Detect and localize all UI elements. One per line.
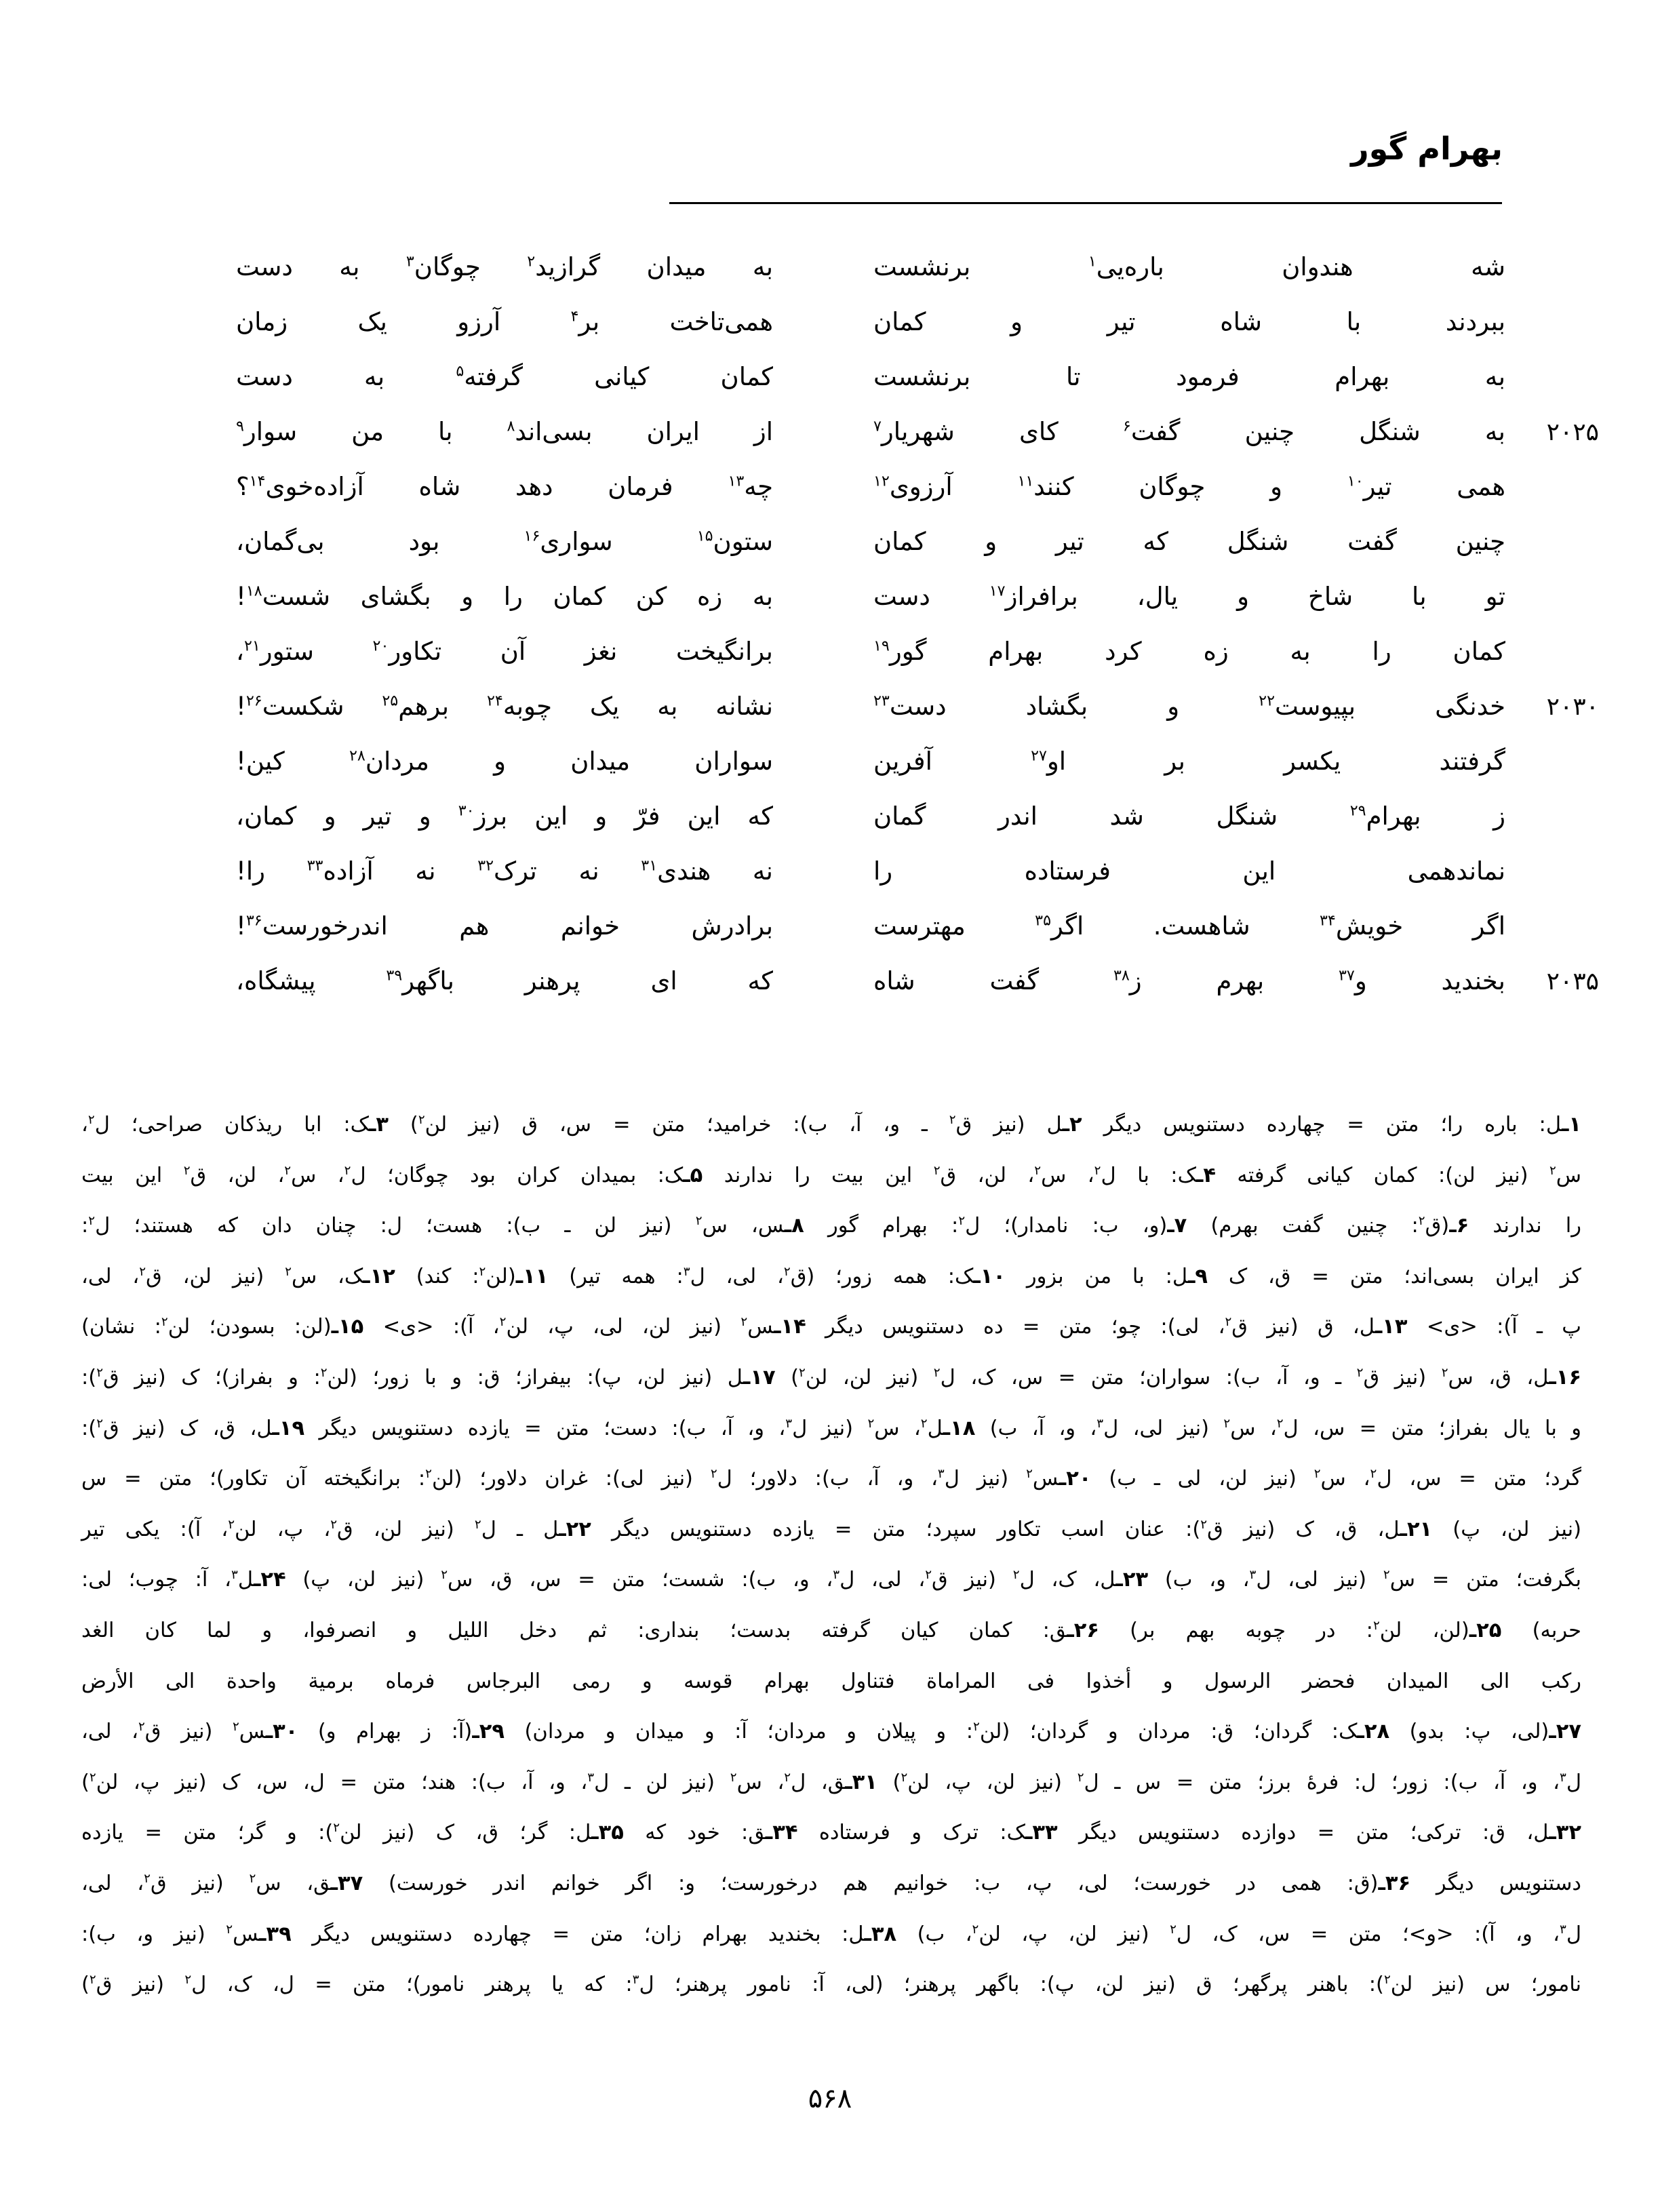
hemistich-left: همی‌تاخت بر$^۴$ آرزو یک زمان	[236, 307, 773, 336]
hemistich-right: تو با شاخ و یال، برافراز$^{۱۷}$ دست	[873, 582, 1505, 611]
header-rule	[669, 202, 1502, 204]
verse-number: ۲۰۳۰	[1546, 693, 1599, 721]
apparatus-line: ل$^۳$، و، آ): <و>؛ متن = س، ک، ل$^۲$ (نیز لن، پ، لن$^۲$، ب) ۳۸ـل: بخندید بهرام زان؛ متن = چهارده دستنویس دیگر ۳۹ـس$^۲$ (نیز و، ب):	[81, 1922, 1581, 1946]
hemistich-left: از ایران بسی‌اند$^۸$ با من سوار$^۹$	[236, 417, 773, 446]
verse-row	[229, 637, 1599, 692]
apparatus-line: حربه) ۲۵ـ(لن، لن$^۲$: در چوبه بهم بر) ۲۶ـق: کمان کیان گرفته بدست؛ بنداری: ثم دخل اللیل و انصرفوا، و لما کان الغد	[81, 1618, 1581, 1642]
hemistich-left: نشانه به یک چوبه$^{۲۴}$ برهم$^{۲۵}$ شکست$^{۲۶}$!	[236, 692, 773, 721]
apparatus-line: بگرفت؛ متن = س$^۲$ (نیز لی، ل$^۳$، و، ب) ۲۳ـل، ک، ل$^۲$ (نیز ق$^۲$، لی، ل$^۳$، و، ب): شست؛ متن = س، ق، س$^۲$ (نیز لن، پ) ۲۴ـل$^۳$، آ: چوب؛ لی:	[81, 1568, 1582, 1592]
critical-apparatus	[81, 1100, 1581, 2011]
hemistich-left: که ای پرهنر باگهر$^{۳۹}$ پیشگاه،	[236, 966, 774, 995]
hemistich-right: چنین گفت شنگل که تیر و کمان	[873, 527, 1505, 556]
hemistich-right: به شنگل چنین گفت$^۶$ کای شهریار$^۷$	[873, 417, 1505, 446]
verse-row	[229, 692, 1599, 747]
apparatus-line: رکب الی المیدان فحضر الرسول و أخذوا فی المراماة فتناول بهرام قوسه و رمی البرجاس فرماه برمیة واحدة الی الأرض	[81, 1669, 1581, 1693]
apparatus-line: ۱ـل: باره را؛ متن = چهارده دستنویس دیگر ۲ـل (نیز ق$^۲$ ـ و، آ، ب): خرامید؛ متن = س، ق (نیز لن$^۲$) ۳ـک: ابا ریذکان صراحی؛ ل$^۲$،	[81, 1112, 1581, 1137]
apparatus-line: س$^۲$ (نیز لن): کمان کیانی گرفته ۴ـک: با ل$^۲$، س$^۲$، لن، ق$^۲$ این بیت را ندارند ۵ـک: بمیدان کران بود چوگان؛ ل$^۲$، س$^۲$، لن، ق$^۲$ این بیت	[81, 1163, 1582, 1187]
poem-verses	[229, 252, 1599, 1021]
hemistich-right: کمان را به زه کرد بهرام گور$^{۱۹}$	[873, 637, 1505, 666]
apparatus-line: ۲۷ـ(لی، پ: بدو) ۲۸ـک: گردان؛ ق: مردان و گردان؛ (لن$^۲$: و پیلان و مردان؛ آ: و میدان و مردان) ۲۹ـ(آ: ز بهرام و) ۳۰ـس$^۲$ (نیز ق$^۲$، لی،	[81, 1719, 1581, 1744]
hemistich-left: که این فرّ و این برز$^{۳۰}$ و تیر و کمان،	[236, 802, 773, 831]
hemistich-left: برانگیخت نغز آن تکاور$^{۲۰}$ ستور$^{۲۱}$،	[236, 637, 773, 666]
hemistich-right: شه هندوان باره‌یی$^۱$ برنشست	[873, 252, 1505, 281]
apparatus-line: پ ـ آ): <ی> ۱۳ـل، ق (نیز ق$^۲$، لی): چو؛ متن = ده دستنویس دیگر ۱۴ـس$^۲$ (نیز لن، لی، پ، لن$^۲$، آ): <ی> ۱۵ـ(لن: بسودن؛ لن$^۲$: نشان)	[81, 1315, 1581, 1339]
apparatus-line: کز ایران بسی‌اند؛ متن = ق، ک ۹ـل: با من بزور ۱۰ـک: همه زور؛ (ق$^۲$، لی، ل$^۳$: همه تیر) ۱۱ـ(لن$^۲$: کند) ۱۲ـک، س$^۲$ (نیز لن، ق$^۲$، لی،	[81, 1264, 1581, 1288]
verse-row	[229, 307, 1599, 362]
apparatus-line: ل$^۳$، و، آ، ب): زور؛ ل: فرهٔ برز؛ متن = س ـ ل$^۲$ (نیز لن، پ، لن$^۲$) ۳۱ـق، ل$^۲$، س$^۲$ (نیز لن ـ ل$^۳$، و، آ، ب): هند؛ متن = ل، س، ک (نیز پ، لن$^۲$)	[81, 1770, 1581, 1794]
apparatus-line: دستنویس دیگر ۳۶ـ(ق: همی در خورست؛ لی، پ، ب: خوانیم هم درخورست؛ و: اگر خوانم اندر خورست) ۳۷ـق، س$^۲$ (نیز ق$^۲$، لی،	[81, 1871, 1581, 1895]
verse-row	[229, 856, 1599, 911]
verse-row	[229, 527, 1599, 582]
hemistich-right: اگر خویش$^{۳۴}$ شاهست. اگر$^{۳۵}$ مهترست	[873, 911, 1505, 941]
apparatus-line: (نیز لن، پ) ۲۱ـل، ق، ک (نیز ق$^۲$): عنان اسب تکاور سپرد؛ متن = یازده دستنویس دیگر ۲۲ـل ـ ل$^۲$ (نیز لن، ق$^۲$، پ، لن$^۲$، آ): یکی تیر	[81, 1517, 1581, 1541]
hemistich-right: گرفتند یکسر بر او$^{۲۷}$ آفرین	[873, 747, 1506, 776]
verse-row	[229, 582, 1599, 637]
hemistich-left: سواران میدان و مردان$^{۲۸}$ کین!	[236, 747, 773, 776]
hemistich-left: کمان کیانی گرفته$^۵$ به دست	[236, 362, 773, 391]
hemistich-right: ببردند با شاه تیر و کمان	[873, 307, 1505, 336]
verse-row	[229, 472, 1599, 527]
apparatus-line: نامور؛ س (نیز لن$^۲$): باهنر پرگهر؛ ق (نیز لن، پ): باگهر پرهنر؛ (لی، آ: نامور پرهنر؛ ل$^۳$: که یا پرهنر نامور)؛ متن = ل، ک، ل$^۲$ (نیز ق$^۲$)	[81, 1972, 1581, 1997]
hemistich-left: ستون$^{۱۵}$ سواری$^{۱۶}$ بود بی‌گمان،	[236, 527, 773, 556]
page-header-title: بهرام گور	[1351, 130, 1503, 167]
hemistich-left: به میدان گرازید$^۲$ چوگان$^۳$ به دست	[236, 252, 773, 281]
apparatus-line: را ندارند ۶ـ(ق$^۲$: چنین گفت بهرم) ۷ـ(و، ب: نامدار)؛ ل$^۲$: بهرام گور ۸ـس، س$^۲$ (نیز لن ـ ب): هست؛ ل: چنان دان که هستند؛ ل$^۲$:	[81, 1214, 1581, 1238]
hemistich-left: برادرش خوانم هم اندرخورست$^{۳۶}$!	[236, 911, 773, 941]
verse-row	[229, 911, 1599, 966]
verse-row	[229, 362, 1599, 417]
page-number: ۵۶۸	[808, 2083, 852, 2114]
hemistich-left: چه$^{۱۳}$ فرمان دهد شاه آزاده‌خوی$^{۱۴}$؟	[236, 472, 773, 501]
verse-row	[229, 802, 1599, 856]
apparatus-line: گرد؛ متن = س، ل$^۲$، س$^۲$ (نیز لن، لی ـ ب) ۲۰ـس$^۲$ (نیز ل$^۳$، و، آ، ب): دلاور؛ ل$^۲$ (نیز لی): غران دلاور؛ (لن$^۲$: برانگیخته آن تکاور)؛ متن = س	[81, 1467, 1581, 1491]
hemistich-right: نماندهمی این فرستاده را	[873, 856, 1505, 886]
hemistich-right: بخندید و$^{۳۷}$ بهرم ز$^{۳۸}$ گفت شاه	[873, 966, 1505, 995]
verse-row	[229, 417, 1599, 472]
hemistich-right: همی تیر$^{۱۰}$ و چوگان کنند$^{۱۱}$ آرزوی$^{۱۲}$	[873, 472, 1505, 501]
hemistich-right: ز بهرام$^{۲۹}$ شنگل شد اندر گمان	[873, 802, 1505, 831]
apparatus-line: ۱۶ـل، ق، س$^۲$ (نیز ق$^۲$ ـ و، آ، ب): سواران؛ متن = س، ک، ل$^۲$ (نیز لن، لن$^۲$) ۱۷ـل (نیز لن، پ): بیفراز؛ ق: و با زور؛ (لن$^۲$: و بفراز)؛ ک (نیز ق$^۲$):	[81, 1365, 1581, 1389]
hemistich-right: به بهرام فرمود تا برنشست	[873, 362, 1505, 391]
hemistich-left: به زه کن کمان را و بگشای شست$^{۱۸}$!	[236, 582, 773, 611]
verse-number: ۲۰۳۵	[1546, 968, 1599, 995]
apparatus-line: و با یال بفراز؛ متن = س، ل$^۲$، س$^۲$ (نیز لی، ل$^۳$، و، آ، ب) ۱۸ـل$^۲$، س$^۲$ (نیز ل$^۳$، و، آ، ب): دست؛ متن = یازده دستنویس دیگر ۱۹ـل، ق، ک (نیز ق$^۲$):	[81, 1416, 1581, 1440]
apparatus-line: ۳۲ـل، ق: ترکی؛ متن = دوازده دستنویس دیگر ۳۳ـک: ترک و فرستاده ۳۴ـق: خود که ۳۵ـل: گر؛ ق، ک (نیز لن$^۲$): و گر؛ متن = یازده	[81, 1821, 1581, 1845]
verse-number: ۲۰۲۵	[1546, 418, 1599, 446]
hemistich-left: نه هندی$^{۳۱}$ نه ترک$^{۳۲}$ نه آزاده$^{۳۳}$ را!	[236, 856, 773, 886]
hemistich-right: خدنگی بپیوست$^{۲۲}$ و بگشاد دست$^{۲۳}$	[873, 692, 1506, 721]
verse-row	[229, 966, 1599, 1021]
verse-row	[229, 747, 1599, 802]
verse-row	[229, 252, 1599, 307]
